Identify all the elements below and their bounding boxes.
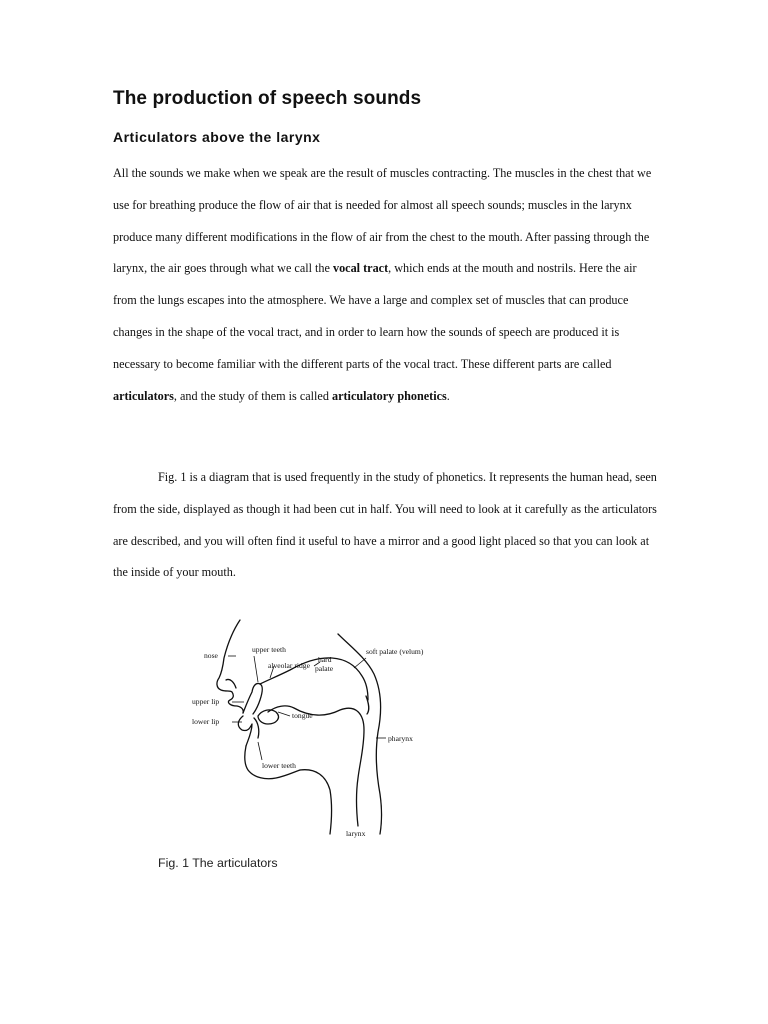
paragraph-intro-text-3: , and the study of them is called (173, 388, 332, 403)
label-alveolar-ridge: alveolar ridge (268, 661, 310, 670)
lower-teeth (254, 718, 259, 738)
page-title: The production of speech sounds (113, 88, 422, 109)
figure-caption: Fig. 1 The articulators (158, 856, 278, 870)
label-hard-palate-1: hard (318, 655, 332, 664)
term-vocal-tract: vocal tract (332, 261, 389, 276)
paragraph-figure-intro: Fig. 1 is a diagram that is used frequently in the study of phonetics. It represents the human head, seen from the side, displayed as though it had been cut in half. You will need to look at it carefully as the articulators are described, and you will often find it useful to have a mirror and a good light placed so that you can look at the inside of your mouth. (113, 470, 657, 580)
label-hard-palate-2: palate (315, 664, 334, 673)
pointer-lower-teeth (258, 742, 262, 760)
paragraph-intro-text-4: . (446, 388, 450, 403)
label-lower-teeth: lower teeth (262, 761, 296, 770)
articulators-diagram (190, 612, 430, 840)
label-tongue: tongue (292, 711, 313, 720)
pharynx-wall (338, 634, 382, 834)
nostril (226, 679, 236, 688)
vocal-tract-drawing (190, 612, 430, 840)
neck-front (300, 770, 332, 834)
label-nose: nose (204, 651, 218, 660)
paragraph-intro-text-1: All the sounds we make when we speak are the result of muscles contracting. The muscles in the chest that we use for breathing produce the flow of air that is needed for almost all speech sounds; muscles in the larynx produce many different modifications in the flow of air from the chest to the mouth. After passing through the larynx, the air goes through what we call the (113, 166, 652, 276)
paragraph-intro-text-2: , which ends at the mouth and nostrils. Here the air from the lungs escapes into the atmosphere. We have a large and complex set of muscles that can produce changes in the shape of the vocal tract, and in order to learn how the sounds of speech are produced it is necessary to become familiar with the different parts of the vocal tract. These different parts are called (113, 261, 637, 371)
label-pharynx: pharynx (388, 734, 413, 743)
pointer-soft-palate (354, 658, 366, 668)
term-articulatory-phonetics: articulatory phonetics (332, 388, 447, 403)
label-larynx: larynx (346, 829, 366, 838)
section-heading: Articulators above the larynx (113, 129, 321, 145)
paragraph-intro (113, 158, 658, 412)
label-soft-palate: soft palate (velum) (366, 647, 424, 656)
upper-teeth (243, 683, 262, 714)
face-outline (217, 620, 243, 713)
pointer-upper-teeth (254, 656, 258, 682)
label-upper-lip: upper lip (192, 697, 220, 706)
label-upper-teeth: upper teeth (252, 645, 286, 654)
pointer-tongue (278, 712, 290, 716)
label-lower-lip: lower lip (192, 717, 220, 726)
term-articulators: articulators (113, 388, 174, 403)
lower-lip (238, 716, 252, 746)
